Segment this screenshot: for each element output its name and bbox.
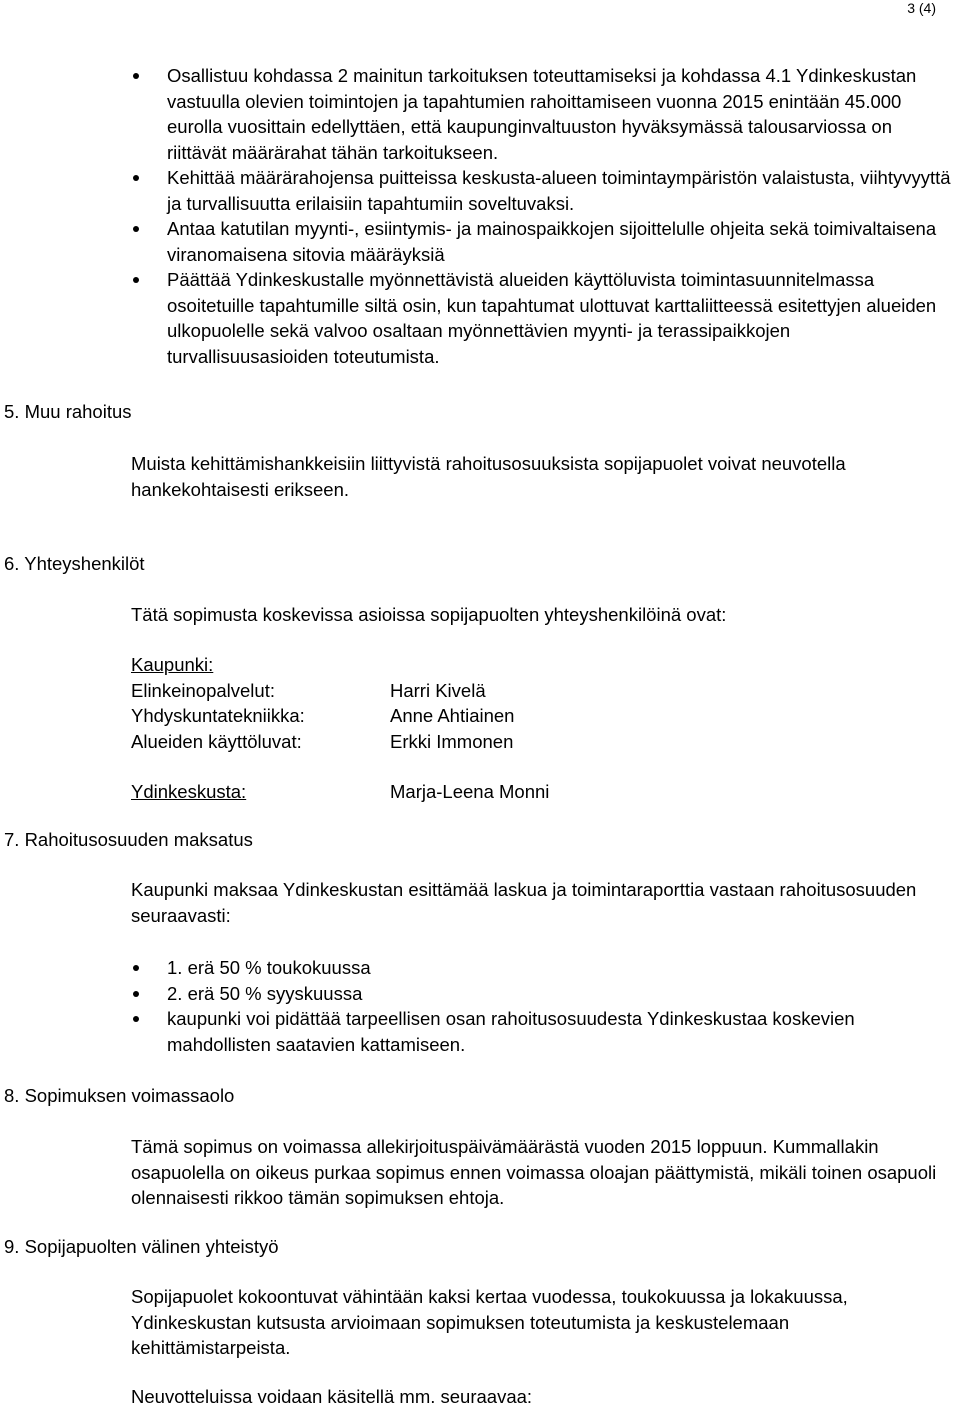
list-item: Antaa katutilan myynti-, esiintymis- ja mainospaikkojen sijoittelulle ohjeita sekä toimivaltaisena viranomaisena sitovia määräyksiä (131, 216, 951, 267)
section-8-text: Tämä sopimus on voimassa allekirjoituspäivämäärästä vuoden 2015 loppuun. Kummallakin osapuolella on oikeus purkaa sopimus ennen voimassa oloajan päättymistä, mikäli toinen osapuoli olennaisesti rikkoo tämän sopimuksen ehtoja. (131, 1136, 937, 1208)
contacts-block (131, 652, 731, 805)
contact-row (131, 779, 731, 805)
list-item: kaupunki voi pidättää tarpeellisen osan rahoitusosuudesta Ydinkeskustaa koskevien mahdollisten saatavien kattamiseen. (131, 1006, 951, 1057)
center-label: Ydinkeskusta: (131, 781, 247, 802)
page-number: 3 (4) (907, 0, 936, 16)
list-item: Osallistuu kohdassa 2 mainitun tarkoituksen toteuttamiseksi ja kohdassa 4.1 Ydinkeskustan vastuulla olevien toimintojen ja tapahtumien rahoittamiseen vuonna 2015 enintään 45.000 eurolla vuosittain edellyttäen, että kaupunginvaltuuston hyväksymässä talousarviossa on riittävät määrärahat tähän tarkoitukseen. (131, 63, 951, 165)
list-item: Päättää Ydinkeskustalle myönnettävistä alueiden käyttöluvista toimintasuunnitelmassa osoitetuille tapahtumille siltä osin, kun tapahtumat ulottuvat karttaliitteessä esitettyjen alueiden ulkopuolelle sekä valvoo osaltaan myönnettävien myynti- ja terassipaikkojen turvallisuusasioiden toteutumista. (131, 267, 951, 369)
contact-name: Harri Kivelä (390, 679, 486, 701)
list-item: Kehittää määrärahojensa puitteissa keskusta-alueen toimintaympäristön valaistusta, viihtyvyyttä ja turvallisuutta erilaisiin tapahtumiin soveltuvaksi. (131, 165, 951, 216)
center-name: Marja-Leena Monni (390, 781, 550, 802)
contact-name: Erkki Immonen (390, 730, 514, 752)
contact-row (131, 729, 731, 755)
contact-name: Anne Ahtiainen (390, 705, 515, 726)
section-8-heading: 8. Sopimuksen voimassaolo (4, 1085, 235, 1106)
section-5-text: Muista kehittämishankkeisiin liittyvistä rahoitusosuuksista sopijapuolet voivat neuvotella hankekohtaisesti erikseen. (131, 453, 846, 500)
section-9-heading: 9. Sopijapuolten välinen yhteistyö (4, 1236, 279, 1257)
section-7-heading: 7. Rahoitusosuuden maksatus (4, 829, 253, 850)
section-6-heading: 6. Yhteyshenkilöt (4, 553, 145, 574)
city-label: Kaupunki: (131, 654, 214, 675)
list-item: 2. erä 50 % syyskuussa (131, 981, 951, 1007)
section-7-text: Kaupunki maksaa Ydinkeskustan esittämää laskua ja toimintaraporttia vastaan rahoitusosuuden seuraavasti: (131, 879, 917, 926)
contact-role: Elinkeinopalvelut: (131, 679, 275, 701)
list-item: 1. erä 50 % toukokuussa (131, 955, 951, 981)
contact-row (131, 678, 731, 704)
section-9-text: Sopijapuolet kokoontuvat vähintään kaksi kertaa vuodessa, toukokuussa ja lokakuussa, Ydinkeskustan kutsusta arvioimaan sopimuksen toteutumista ja keskustelemaan kehittämistarpeista. (131, 1286, 848, 1358)
section-6-intro: Tätä sopimusta koskevissa asioissa sopijapuolten yhteyshenkilöinä ovat: (131, 604, 727, 625)
payment-bullet-list (131, 955, 951, 1057)
top-bullet-list (131, 63, 951, 369)
contact-role: Alueiden käyttöluvat: (131, 730, 302, 752)
section-5-heading: 5. Muu rahoitus (4, 401, 132, 422)
contact-row (131, 703, 731, 729)
section-9-text-2: Neuvotteluissa voidaan käsitellä mm. seuraavaa: (131, 1386, 533, 1407)
contact-role: Yhdyskuntatekniikka: (131, 705, 305, 726)
